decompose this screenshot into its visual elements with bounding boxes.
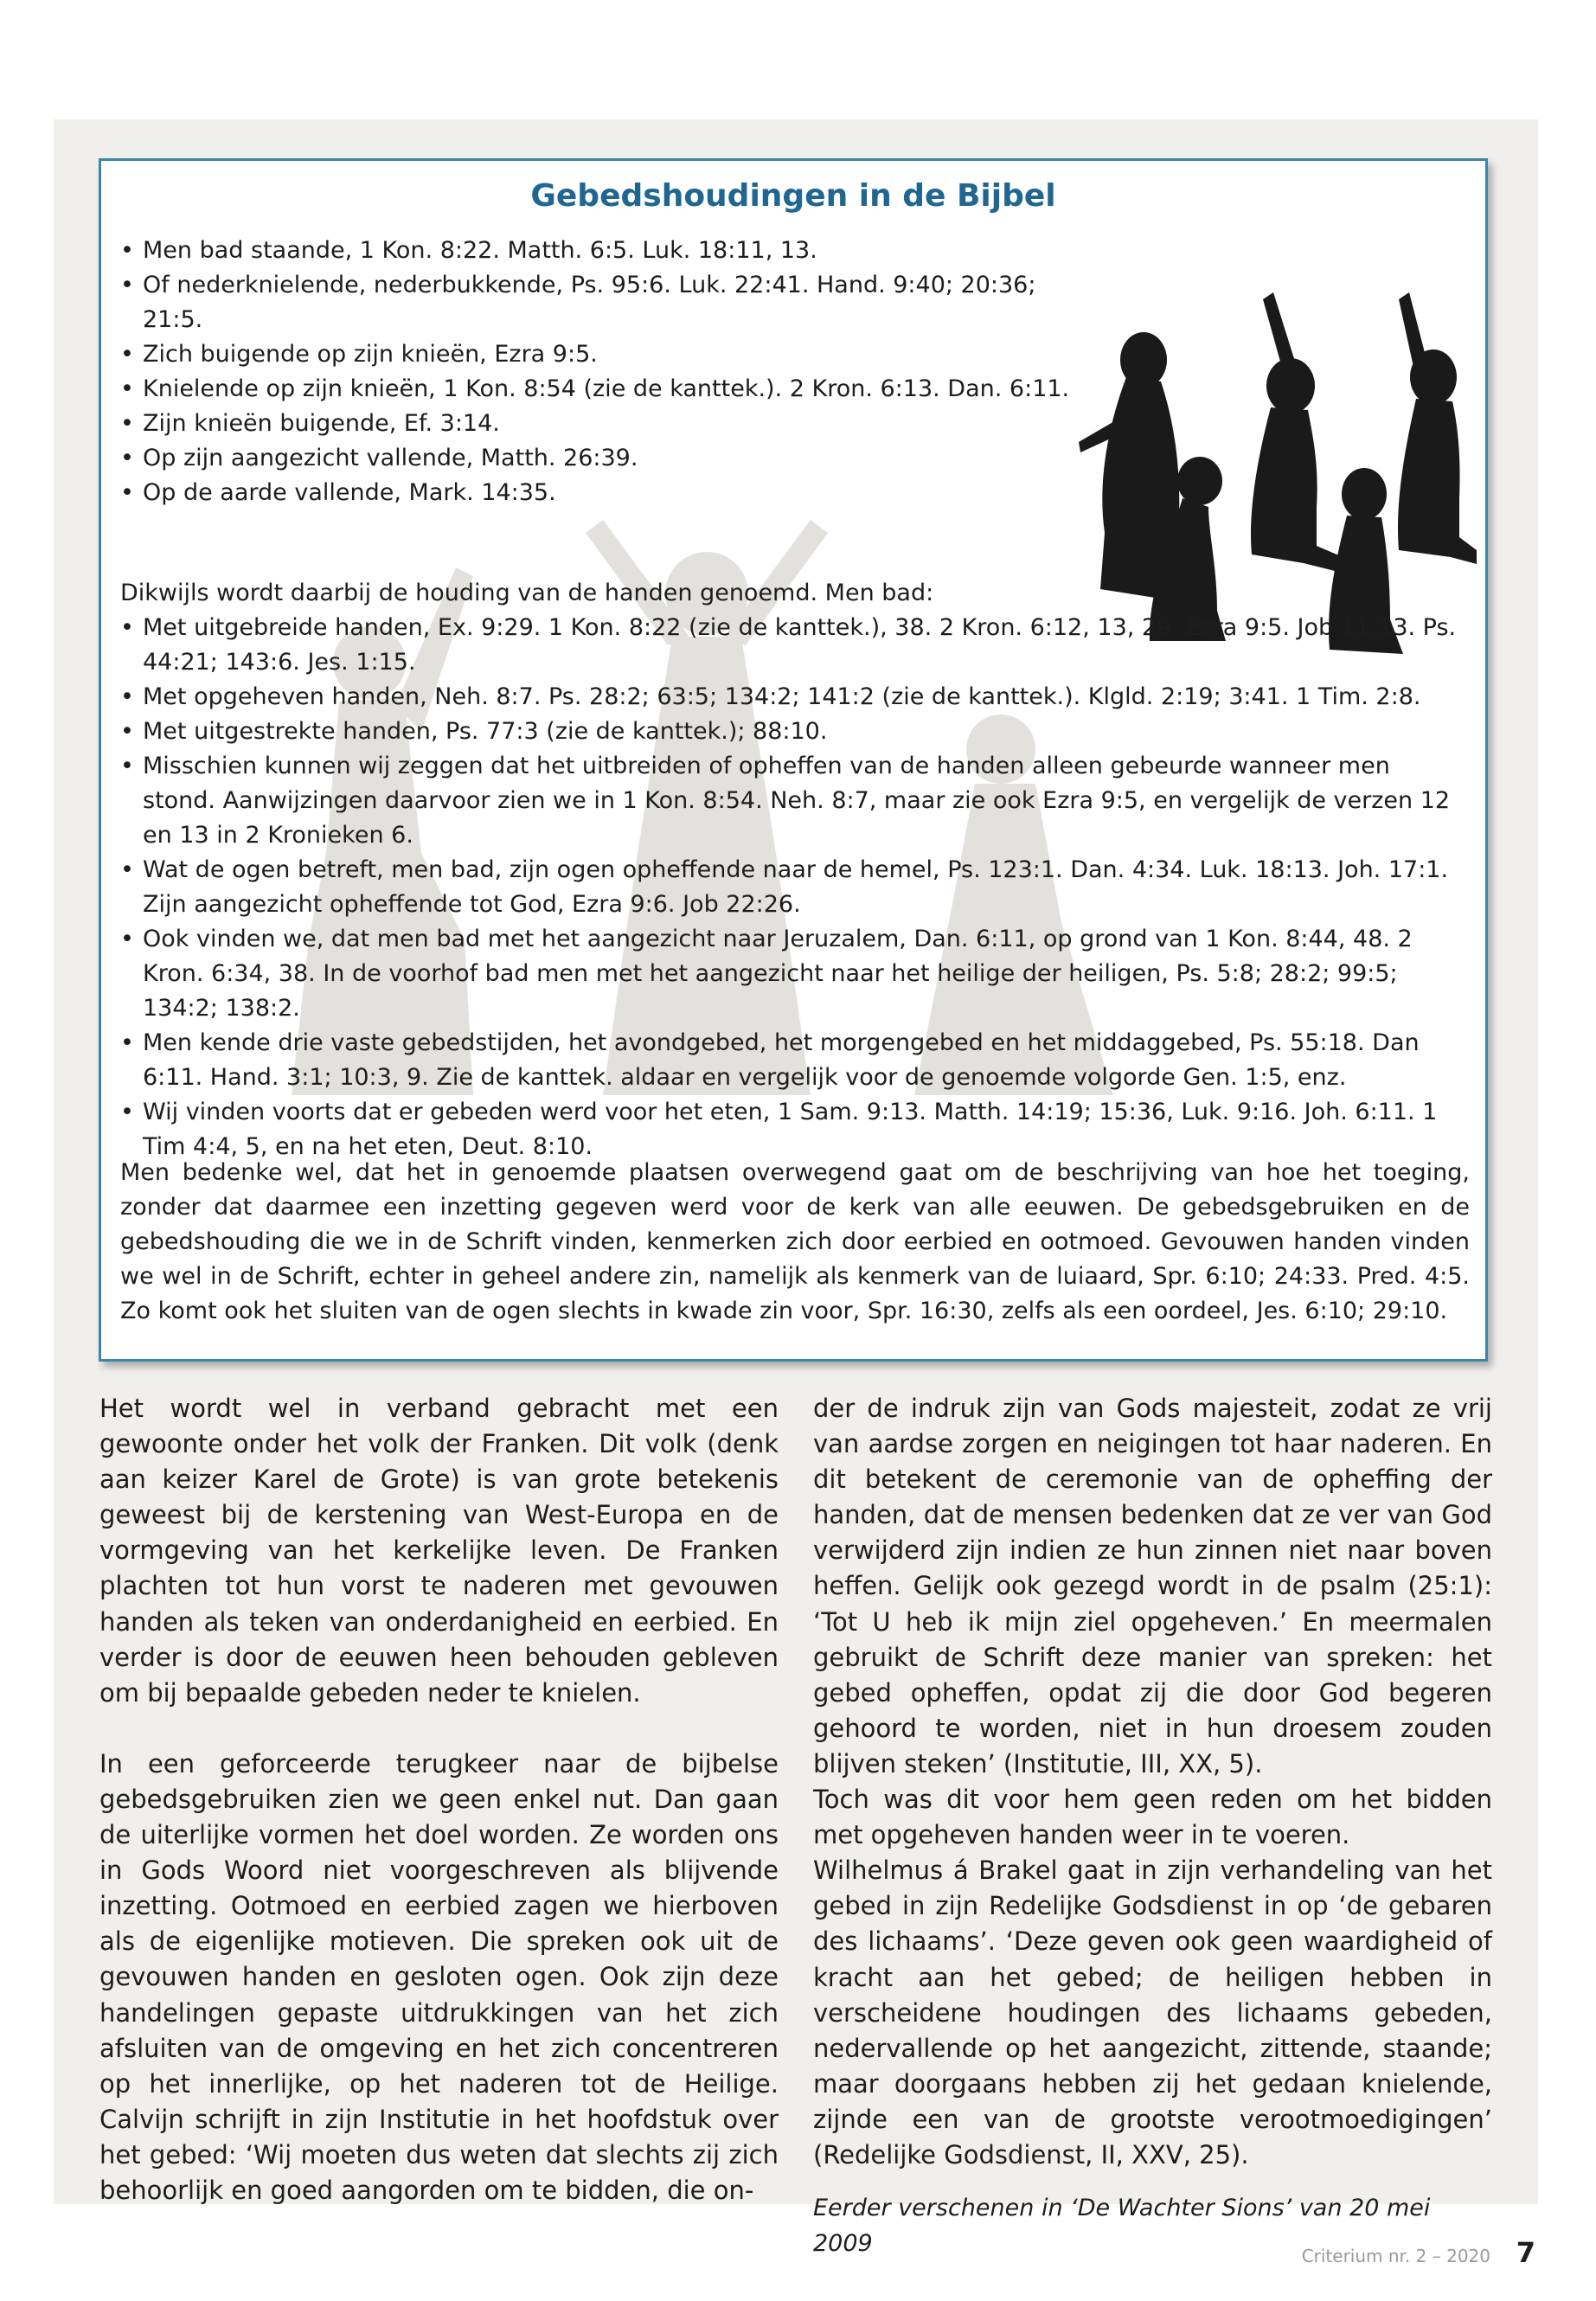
article-column-left: [99, 1391, 779, 2208]
list-item: • Men kende drie vaste gebedstijden, het avondgebed, het morgengebed en het middaggebed, Ps. 55:18. Dan 6:11. Hand. 3:1; 10:3, 9. Zie de kanttek. aldaar en vergelijk voor de genoemde volgorde Gen. 1:5, enz.: [120, 1026, 1470, 1095]
postures-list: [120, 234, 1089, 510]
box-title: Gebedshoudingen in de Bijbel: [530, 178, 1056, 214]
list-item: • Zijn knieën buigende, Ef. 3:14.: [120, 407, 1089, 441]
list-item: • Knielende op zijn knieën, 1 Kon. 8:54 (zie de kanttek.). 2 Kron. 6:13. Dan. 6:11.: [120, 372, 1089, 407]
body-paragraph: Toch was dit voor hem geen reden om het bidden met opgeheven handen weer in te voeren.: [813, 1785, 1492, 1850]
postures-section: [120, 234, 1089, 510]
list-item: • Op de aarde vallende, Mark. 14:35.: [120, 476, 1089, 510]
list-item: • Ook vinden we, dat men bad met het aangezicht naar Jeruzalem, Dan. 6:11, op grond van 1 Kon. 8:44, 48. 2 Kron. 6:34, 38. In de voorhof bad men met het aangezicht naar het heilige der heiligen, Ps. 5:8; 28:2; 99:5; 134:2; 138:2.: [120, 922, 1470, 1026]
body-paragraph: Wilhelmus á Brakel gaat in zijn verhandeling van het gebed in zijn Redelijke Godsdienst in op ‘de gebaren des lichaams’. ‘Deze geven ook geen waardigheid of kracht aan het gebed; de heiligen hebben in verscheidene houdingen des lichaams gebeden, nedervallende op het aangezicht, zittende, staande; maar doorgaans hebben zij het gedaan knielende, zijnde een van de grootste verootmoedigingen’ (Redelijke Godsdienst, II, XXV, 25).: [813, 1856, 1492, 2170]
magazine-footer: Criterium nr. 2 – 2020: [1301, 2246, 1490, 2266]
list-item: • Met uitgestrekte handen, Ps. 77:3 (zie de kanttek.); 88:10.: [120, 715, 1470, 749]
list-item: • Of nederknielende, nederbukkende, Ps. 95:6. Luk. 22:41. Hand. 9:40; 20:36; 21:5.: [120, 268, 1089, 337]
list-item: • Met uitgebreide handen, Ex. 9:29. 1 Kon. 8:22 (zie de kanttek.), 38. 2 Kron. 6:12, 13, 29. Ezra 9:5. Job 11:13. Ps. 44:21; 143:6. Jes. 1:15.: [120, 611, 1470, 680]
source-byline: Eerder verschenen in ‘De Wachter Sions’ van 20 mei 2009: [813, 2195, 1431, 2258]
kneeling-figure-arm-raised: [1251, 292, 1347, 572]
sidebar-box: [99, 158, 1488, 1362]
body-paragraph: Het wordt wel in verband gebracht met een gewoonte onder het volk der Franken. Dit volk (denk aan keizer Karel de Grote) is van grote betekenis geweest bij de kerstening van West-Europa en de vormgeving van het kerkelijke leven. De Franken plachten tot hun vorst te naderen met gevouwen handen als teken van onderdanigheid en eerbied. En verder is door de eeuwen heen behouden gebleven om bij bepaalde gebeden neder te knielen.: [99, 1394, 779, 1708]
list-item: • Zich buigende op zijn knieën, Ezra 9:5.: [120, 337, 1089, 372]
closing-section: [120, 1156, 1470, 1329]
list-item: • Men bad staande, 1 Kon. 8:22. Matth. 6:5. Luk. 18:11, 13.: [120, 234, 1089, 268]
list-item: • Wij vinden voorts dat er gebeden werd voor het eten, 1 Sam. 9:13. Matth. 14:19; 15:36, Luk. 9:16. Joh. 6:11. 1 Tim 4:4, 5, en na het eten, Deut. 8:10.: [120, 1095, 1470, 1164]
body-paragraph: In een geforceerde terugkeer naar de bijbelse gebedsgebruiken zien we geen enkel nut. Dan gaan de uiterlijke vormen het doel worden. Ze worden ons in Gods Woord niet voorgeschreven als blijvende inzetting. Ootmoed en eerbied zagen we hierboven als de eigenlijke motieven. Die spreken ook uit de gevouwen handen en gesloten ogen. Ook zijn deze handelingen gepaste uitdrukkingen van het zich afsluiten van de omgeving en het zich concentreren op het innerlijke, op het naderen tot de Heilige. Calvijn schrijft in zijn Institutie in het hoofdstuk over het gebed: ‘Wij moeten dus weten dat slechts zij zich behoorlijk en goed aangorden om te bidden, die on-: [99, 1748, 779, 2205]
list-item: • Wat de ogen betreft, men bad, zijn ogen opheffende naar de hemel, Ps. 123:1. Dan. 4:34. Luk. 18:13. Joh. 17:1. Zijn aangezicht opheffende tot God, Ezra 9:6. Job 22:26.: [120, 853, 1470, 922]
hands-list: [120, 611, 1470, 1164]
article-column-right: [813, 1391, 1492, 2261]
closing-paragraph: Men bedenke wel, dat het in genoemde plaatsen overwegend gaat om de beschrijving van hoe het toeging, zonder dat daarmee een inzetting gegeven werd voor de kerk van alle eeuwen. De gebedsgebruiken en de gebedshouding die we in de Schrift vinden, kenmerken zich door eerbied en ootmoed. Gevouwen handen vinden we wel in de Schrift, echter in geheel andere zin, namelijk als kenmerk van de luiaard, Spr. 6:10; 24:33. Pred. 4:5. Zo komt ook het sluiten van de ogen slechts in kwade zin voor, Spr. 16:30, zelfs als een oordeel, Jes. 6:10; 29:10.: [120, 1159, 1470, 1324]
hands-section: [120, 576, 1470, 1164]
kneeling-figure-arm-up-right: [1398, 292, 1477, 564]
list-item: • Op zijn aangezicht vallende, Matth. 26:39.: [120, 441, 1089, 476]
list-item: • Misschien kunnen wij zeggen dat het uitbreiden of opheffen van de handen alleen gebeurde wanneer men stond. Aanwijzingen daarvoor zien we in 1 Kon. 8:54. Neh. 8:7, maar zie ook Ezra 9:5, en vergelijk de verzen 12 en 13 in 2 Kronieken 6.: [120, 749, 1470, 853]
page-number: 7: [1516, 2236, 1535, 2269]
hands-intro: Dikwijls wordt daarbij de houding van de handen genoemd. Men bad:: [120, 580, 934, 606]
body-paragraph: der de indruk zijn van Gods majesteit, zodat ze vrij van aardse zorgen en neigingen tot haar naderen. En dit betekent de ceremonie van de opheffing der handen, dat de mensen bedenken dat ze ver van God verwijderd zijn indien ze hun zinnen niet naar boven heffen. Gelijk ook gezegd wordt in de psalm (25:1): ‘Tot U heb ik mijn ziel opgeheven.’ En meermalen gebruikt de Schrift deze manier van spreken: het gebed opheffen, opdat zij die door God begeren gehoord te worden, niet in hun droesem zouden blijven steken’ (Institutie, III, XX, 5).: [813, 1394, 1492, 1779]
list-item: • Met opgeheven handen, Neh. 8:7. Ps. 28:2; 63:5; 134:2; 141:2 (zie de kanttek.). Klgld. 2:19; 3:41. 1 Tim. 2:8.: [120, 680, 1470, 715]
